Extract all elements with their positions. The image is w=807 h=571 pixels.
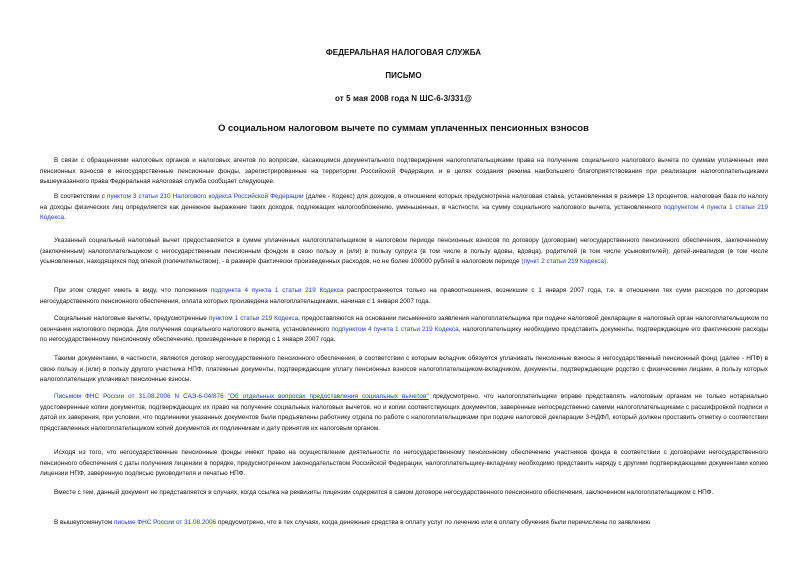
paragraph-text: распространяются только на правоотношения, возникшие с 1 января 2007 года, т.е. в отношении тех сумм расходов по договорам негосударственного пенсионного обеспечения, оплата которых произведена налогоплательщиками, начиная с 1 января 2007 года.: [40, 287, 768, 305]
paragraph-8: Исходя из того, что негосударственные пенсионные фонды имеют право на осуществление деятельности по негосударственному пенсионному обеспечению участников фонда в соответствии с договорами негосударственного пенсионного обеспечения с даты получения лицензии в порядке, предусмотренном законодательством Российской Федерации, налогоплательщику-вкладчику необходимо представить наряду с другими подтверждающими документами копию лицензии НПФ, заверенную подписью руководителя и печатью НПФ.: [40, 449, 768, 478]
paragraph-text: .: [606, 258, 608, 266]
link-fns-letter-2006-short[interactable]: письме ФНС России от 31.08.2006: [114, 519, 217, 526]
doc-date-number: от 5 мая 2008 года N ШС-6-3/331@: [334, 94, 473, 103]
link-art219-p2[interactable]: (пункт 2 статьи 219 Кодекса): [521, 258, 607, 266]
paragraph-5: [40, 314, 768, 346]
paragraph-text: Указанный социальный налоговый вычет предоставляется в сумме уплаченных налогоплательщиком в налоговом периоде пенсионных взносов по договору (договорам) негосударственного пенсионного обеспечения, заключенному (заключенным) налогоплательщиком с негосударственным пенсионным фондом в свою пользу и (или) в пользу супруга (в том числе в пользу вдовы, вдовца), родителей (в том числе усыновителей), детей-инвалидов (в том числе усыновленных, находящихся под опекой (попечительством), - в размере фактически произведенных расходов, но не более 100000 рублей в налоговом периоде: [40, 237, 768, 266]
link-art219-sub4[interactable]: подпункта 4 пункта 1 статьи 219 Кодекса: [210, 287, 344, 294]
paragraph-text: предусмотрено, что налогоплательщики вправе представлять налоговым органам не только нотариально удостоверенные копии документов, подтверждающих их право на получение социальных налоговых вычетов, но и копии соответствующих документов, заверенные непосредственно самими налогоплательщиками с расшифровкой подписи и датой их заверения, при условии, что подлинники указанных документов были предъявлены работнику отдела по работе с налогоплательщиками при подаче налоговой декларации 3-НДФЛ, который должен проставить отметку о соответствии представленных налогоплательщиком копий документов их подлинникам и дату принятия их налоговым органом.: [40, 393, 768, 432]
paragraph-1: В связи с обращениями налоговых органов и налоговых агентов по вопросам, касающимся документального подтверждения налогоплательщиками права на получение социального налогового вычета по суммам уплаченных ими пенсионных взносов в негосударственные пенсионные фонды, зарегистрированные на территории Российской Федерации, и в целях создания режима наибольшего благоприятствования при реализации налогоплательщиками вышеуказанного права Федеральная налоговая служба сообщает следующее.: [40, 157, 768, 186]
document-title: О социальном налоговом вычете по суммам уплаченных пенсионных взносов: [218, 122, 589, 133]
link-fns-letter-2006[interactable]: Письмом ФНС России от 31.08.2006 N САЭ-6-04/876: [54, 393, 224, 400]
agency-heading: ФЕДЕРАЛЬНАЯ НАЛОГОВАЯ СЛУЖБА: [325, 48, 482, 57]
paragraph-text: В вышеупомянутом: [54, 519, 115, 526]
paragraph-6: Такими документами, в частности, являются договор негосударственного пенсионного обеспечения, в соответствии с которым вкладчик обязуется уплачивать пенсионные взносы в негосударственный пенсионный фонд (далее - НПФ) в свою пользу и (или) в пользу другого участника НПФ, платежные документы, подтверждающие уплату пенсионных взносов налогоплательщиком-вкладчиком, документы, подтверждающие родство с физическими лицами, в пользу которых налогоплательщик уплачивал пенсионные взносы.: [40, 355, 768, 384]
link-art219-sub4[interactable]: подпунктом 4 пункта 1 статьи 219 Кодекса: [331, 325, 459, 333]
paragraph-7: [40, 392, 768, 434]
link-art219-sub4[interactable]: подпунктом 4 пункта 1 статьи 219 Кодекса: [40, 203, 768, 222]
paragraph-2: [40, 192, 768, 224]
paragraph-text: (далее - Кодекс) для доходов, в отношении которых предусмотрена налоговая ставка, установленная в размере 13 процентов, налоговая база по налогу на доходы физических лиц определяется как денежное выражение таких доходов, подлежащих налогообложению, уменьшенных, в частности, на сумму социального налогового вычета, установленного: [40, 193, 768, 211]
paragraph-9: Вместе с тем, данный документ не представляется в случаях, когда ссылка на реквизиты лицензии содержится в самом договоре негосударственного пенсионного обеспечения, заключенном налогоплательщиком с НПФ.: [54, 489, 714, 496]
paragraph-4: [40, 286, 768, 307]
link-social-deductions-letter[interactable]: "Об отдельных вопросах предоставления социальных вычетов": [227, 393, 429, 400]
paragraph-3: [40, 236, 768, 268]
doc-type-heading: ПИСЬМО: [385, 71, 422, 80]
paragraph-text: В соответствии с: [54, 193, 107, 200]
paragraph-text: .: [64, 214, 66, 222]
paragraph-text: Социальные налоговые вычеты, предусмотренные: [54, 315, 209, 322]
paragraph-text: , предоставляются на основании письменного заявления налогоплательщика при подаче налоговой декларации в налоговый орган налогоплательщиком по окончании налогового периода. Для получения социального налогового вычета, установленного: [40, 315, 768, 333]
paragraph-10: [40, 518, 768, 529]
paragraph-text: предусмотрено, что в тех случаях, когда денежные средства в оплату услуг по лечению или в оплату обучения были перечислены по заявлению: [216, 519, 651, 526]
paragraph-text: При этом следует иметь в виду, что положения: [54, 287, 211, 294]
paragraph-text: , налогоплательщику необходимо представить документы, подтверждающие его фактические расходы по негосударственному пенсионному обеспечению, произведенные в период с 1 января 2007 года.: [40, 325, 768, 344]
link-art219-p1[interactable]: пунктом 1 статьи 219 Кодекса: [208, 315, 299, 322]
link-tax-code-art210[interactable]: пунктом 3 статьи 210 Налогового кодекса Российской Федерации: [106, 193, 304, 200]
